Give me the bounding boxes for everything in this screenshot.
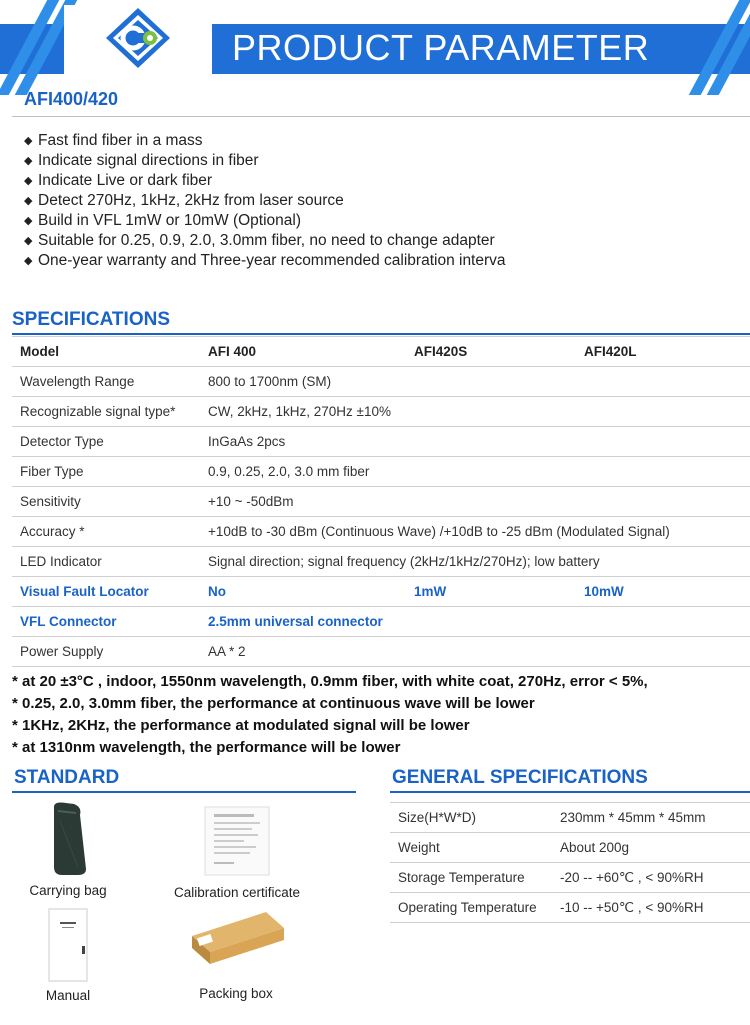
row-value: -20 -- +60℃ , < 90%RH bbox=[552, 863, 750, 893]
list-item: ◆ Detect 270Hz, 1kHz, 2kHz from laser source bbox=[24, 192, 344, 209]
row-value: AA * 2 bbox=[200, 637, 750, 667]
section-rule bbox=[12, 333, 750, 335]
row-label: Size(H*W*D) bbox=[390, 803, 552, 833]
banner-title: PRODUCT PARAMETER bbox=[232, 27, 650, 68]
footnote: * at 1310nm wavelength, the performance will be lower bbox=[12, 739, 401, 756]
table-row bbox=[12, 637, 750, 667]
general-specifications-table bbox=[390, 802, 750, 923]
row-value: No bbox=[200, 577, 406, 607]
row-value: 10mW bbox=[576, 577, 750, 607]
row-value: CW, 2kHz, 1kHz, 270Hz ±10% bbox=[200, 397, 750, 427]
manual-image bbox=[48, 908, 88, 982]
list-item: ◆ Fast find fiber in a mass bbox=[24, 132, 203, 149]
row-value: 800 to 1700nm (SM) bbox=[200, 367, 750, 397]
divider bbox=[12, 116, 750, 117]
row-value: Signal direction; signal frequency (2kHz/1kHz/270Hz); low battery bbox=[200, 547, 750, 577]
row-value: 1mW bbox=[406, 577, 576, 607]
table-row-vfl bbox=[12, 577, 750, 607]
table-row bbox=[12, 547, 750, 577]
row-label: Operating Temperature bbox=[390, 893, 552, 923]
accessory-label: Calibration certificate bbox=[173, 885, 301, 900]
diamond-bullet-icon: ◆ bbox=[24, 135, 33, 147]
row-value: -10 -- +50℃ , < 90%RH bbox=[552, 893, 750, 923]
column-header: AFI420L bbox=[576, 337, 750, 367]
footnote: * 0.25, 2.0, 3.0mm fiber, the performance at continuous wave will be lower bbox=[12, 695, 535, 712]
row-label: Fiber Type bbox=[12, 457, 200, 487]
row-value: InGaAs 2pcs bbox=[200, 427, 750, 457]
column-header: AFI420S bbox=[406, 337, 576, 367]
carrying-bag-image bbox=[44, 801, 94, 877]
column-header: Model bbox=[12, 337, 200, 367]
row-label: Wavelength Range bbox=[12, 367, 200, 397]
row-label: LED Indicator bbox=[12, 547, 200, 577]
table-row bbox=[12, 427, 750, 457]
row-label: Sensitivity bbox=[12, 487, 200, 517]
column-header: AFI 400 bbox=[200, 337, 406, 367]
list-item: ◆ Build in VFL 1mW or 10mW (Optional) bbox=[24, 212, 302, 229]
list-item: ◆ Indicate signal directions in fiber bbox=[24, 152, 259, 169]
general-specifications-heading: GENERAL SPECIFICATIONS bbox=[392, 767, 648, 788]
row-label: Power Supply bbox=[12, 637, 200, 667]
specifications-heading: SPECIFICATIONS bbox=[12, 309, 170, 330]
row-label: Recognizable signal type* bbox=[12, 397, 200, 427]
row-value: +10dB to -30 dBm (Continuous Wave) /+10dB to -25 dBm (Modulated Signal) bbox=[200, 517, 750, 547]
diamond-bullet-icon: ◆ bbox=[24, 255, 33, 267]
row-label: Storage Temperature bbox=[390, 863, 552, 893]
footnote: * 1KHz, 2KHz, the performance at modulated signal will be lower bbox=[12, 717, 470, 734]
feature-list bbox=[24, 131, 506, 271]
diamond-bullet-icon: ◆ bbox=[24, 215, 33, 227]
product-name: AFI400/420 bbox=[24, 89, 119, 109]
table-row bbox=[390, 863, 750, 893]
diamond-bullet-icon: ◆ bbox=[24, 195, 33, 207]
accessory-label: Packing box bbox=[199, 986, 273, 1001]
standard-heading: STANDARD bbox=[14, 767, 120, 788]
table-row bbox=[390, 803, 750, 833]
table-header-row bbox=[12, 337, 750, 367]
table-row-vfl-connector bbox=[12, 607, 750, 637]
packing-box-image bbox=[188, 906, 288, 968]
row-value: About 200g bbox=[552, 833, 750, 863]
row-value: +10 ~ -50dBm bbox=[200, 487, 750, 517]
accessory-label: Carrying bag bbox=[29, 883, 107, 898]
header-banner bbox=[0, 0, 750, 95]
row-label: Accuracy * bbox=[12, 517, 200, 547]
diamond-bullet-icon: ◆ bbox=[24, 175, 33, 187]
accessory-label: Manual bbox=[45, 988, 91, 1003]
diamond-bullet-icon: ◆ bbox=[24, 155, 33, 167]
row-label: VFL Connector bbox=[12, 607, 200, 637]
diamond-bullet-icon: ◆ bbox=[24, 235, 33, 247]
row-label: Visual Fault Locator bbox=[12, 577, 200, 607]
section-rule bbox=[390, 791, 750, 793]
company-logo-icon bbox=[100, 6, 176, 70]
row-label: Detector Type bbox=[12, 427, 200, 457]
list-item: ◆ Suitable for 0.25, 0.9, 2.0, 3.0mm fiber, no need to change adapter bbox=[24, 232, 495, 249]
row-value: 2.5mm universal connector bbox=[200, 607, 750, 637]
footnote: * at 20 ±3°C , indoor, 1550nm wavelength, 0.9mm fiber, with white coat, 270Hz, error < 5%, bbox=[12, 673, 648, 690]
table-row bbox=[12, 397, 750, 427]
specifications-table bbox=[12, 336, 750, 667]
calibration-certificate-image bbox=[204, 806, 270, 876]
footnotes bbox=[12, 671, 648, 759]
table-row bbox=[12, 517, 750, 547]
table-row bbox=[390, 893, 750, 923]
table-row bbox=[12, 457, 750, 487]
section-rule bbox=[12, 791, 356, 793]
list-item: ◆ Indicate Live or dark fiber bbox=[24, 172, 213, 189]
table-row bbox=[390, 833, 750, 863]
row-label: Weight bbox=[390, 833, 552, 863]
list-item: ◆ One-year warranty and Three-year recommended calibration interva bbox=[24, 252, 506, 269]
row-value: 0.9, 0.25, 2.0, 3.0 mm fiber bbox=[200, 457, 750, 487]
row-value: 230mm * 45mm * 45mm bbox=[552, 803, 750, 833]
table-row bbox=[12, 367, 750, 397]
table-row bbox=[12, 487, 750, 517]
